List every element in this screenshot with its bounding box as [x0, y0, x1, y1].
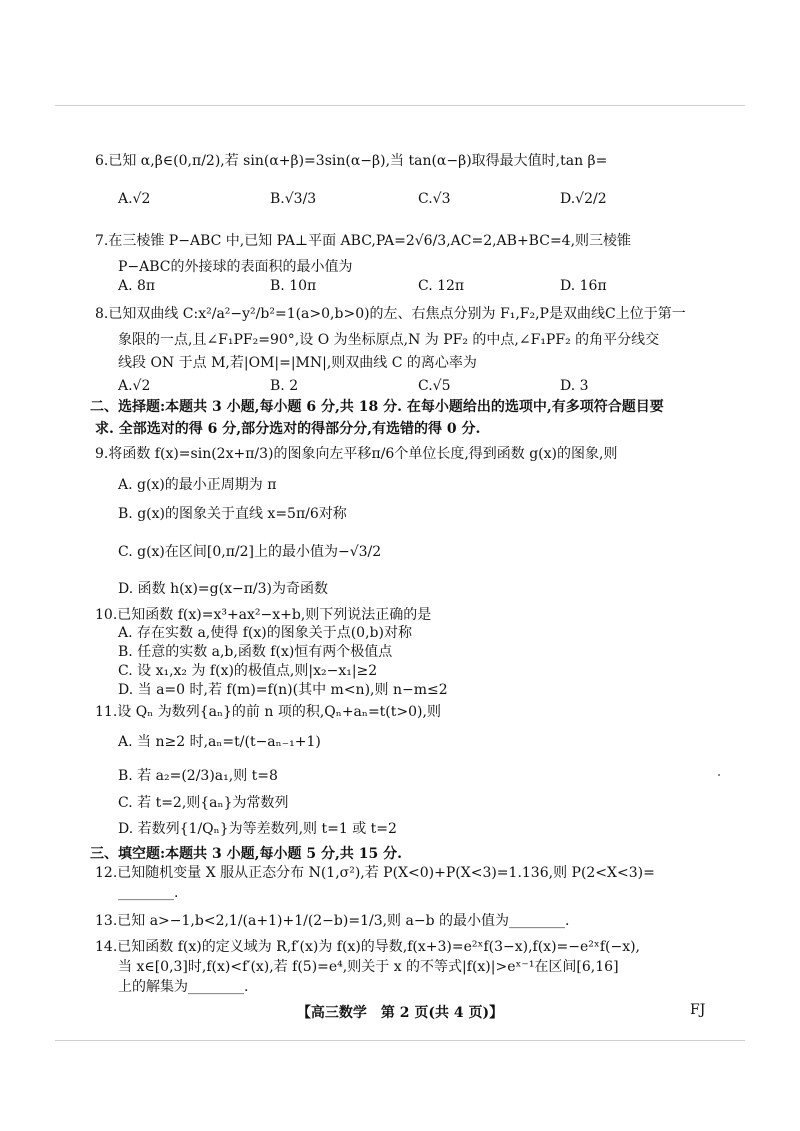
q6-option-c: C.√3: [418, 191, 451, 207]
q9-option-c: C. g(x)在区间[0,π/2]上的最小值为−√3/2: [118, 544, 382, 560]
top-divider: [55, 105, 745, 106]
section2-heading-line1: 二、选择题:本题共 3 小题,每小题 6 分,共 18 分. 在每小题给出的选项中,有多项符合题目要: [90, 399, 664, 415]
q7-stem-2: P−ABC的外接球的表面积的最小值为: [118, 259, 353, 275]
q14-stem-1: 14.已知函数 f(x)的定义域为 R,f′(x)为 f(x)的导数,f(x+3)=e²ˣf(3−x),f(x)=−e²ˣf(−x),: [95, 939, 641, 955]
q9-option-a: A. g(x)的最小正周期为 π: [118, 477, 277, 493]
page-footer: 【高三数学 第 2 页(共 4 页)】: [296, 1005, 504, 1021]
q8-stem-3: 线段 ON 于点 M,若|OM|=|MN|,则双曲线 C 的离心率为: [118, 355, 477, 371]
q11-option-b: B. 若 a₂=(2/3)a₁,则 t=8: [118, 768, 278, 784]
q8-option-c: C.√5: [418, 378, 451, 394]
q13-stem: 13.已知 a>−1,b<2,1/(a+1)+1/(2−b)=1/3,则 a−b 的最小值为________.: [95, 913, 570, 929]
q9-option-b: B. g(x)的图象关于直线 x=5π/6对称: [118, 506, 347, 522]
q11-option-d: D. 若数列{1/Qₙ}为等差数列,则 t=1 或 t=2: [118, 821, 397, 837]
q7-option-d: D. 16π: [560, 278, 607, 294]
exam-code: FJ: [690, 1002, 706, 1018]
q8-stem-1: 8.已知双曲线 C:x²/a²−y²/b²=1(a>0,b>0)的左、右焦点分别为 F₁,F₂,P是双曲线C上位于第一: [95, 306, 686, 322]
q9-stem: 9.将函数 f(x)=sin(2x+π/3)的图象向左平移π/6个单位长度,得到函数 g(x)的图象,则: [95, 446, 618, 462]
q8-option-a: A.√2: [118, 378, 151, 394]
q12-stem-1: 12.已知随机变量 X 服从正态分布 N(1,σ²),若 P(X<0)+P(X<3)=1.136,则 P(2<X<3)=: [95, 865, 655, 881]
q7-option-a: A. 8π: [118, 278, 156, 294]
q10-option-b: B. 任意的实数 a,b,函数 f(x)恒有两个极值点: [118, 644, 393, 660]
bottom-divider: [55, 1040, 745, 1041]
section2-heading-line2: 求. 全部选对的得 6 分,部分选对的得部分分,有选错的得 0 分.: [95, 421, 481, 437]
scan-speck: [718, 774, 720, 776]
q10-option-d: D. 当 a=0 时,若 f(m)=f(n)(其中 m<n),则 n−m≤2: [118, 682, 448, 698]
q11-stem: 11.设 Qₙ 为数列{aₙ}的前 n 项的积,Qₙ+aₙ=t(t>0),则: [95, 704, 441, 720]
q6-stem: 6.已知 α,β∈(0,π/2),若 sin(α+β)=3sin(α−β),当 tan(α−β)取得最大值时,tan β=: [95, 153, 608, 169]
q14-stem-3: 上的解集为________.: [118, 979, 249, 995]
q8-option-d: D. 3: [560, 378, 589, 394]
q12-stem-2: ________.: [118, 885, 179, 901]
q10-option-c: C. 设 x₁,x₂ 为 f(x)的极值点,则|x₂−x₁|≥2: [118, 663, 378, 679]
section3-heading: 三、填空题:本题共 3 小题,每小题 5 分,共 15 分.: [90, 846, 402, 862]
q8-stem-2: 象限的一点,且∠F₁PF₂=90°,设 O 为坐标原点,N 为 PF₂ 的中点,∠F₁PF₂ 的角平分线交: [118, 332, 660, 348]
q11-option-c: C. 若 t=2,则{aₙ}为常数列: [118, 795, 289, 811]
q7-stem-1: 7.在三棱锥 P−ABC 中,已知 PA⊥平面 ABC,PA=2√6/3,AC=2,AB+BC=4,则三棱锥: [95, 233, 632, 249]
q8-option-b: B. 2: [270, 378, 299, 394]
q9-option-d: D. 函数 h(x)=g(x−π/3)为奇函数: [118, 581, 328, 597]
q7-option-b: B. 10π: [270, 278, 317, 294]
q10-stem: 10.已知函数 f(x)=x³+ax²−x+b,则下列说法正确的是: [95, 607, 432, 623]
q11-option-a: A. 当 n≥2 时,aₙ=t/(t−aₙ₋₁+1): [118, 734, 321, 750]
q6-option-b: B.√3/3: [270, 191, 317, 207]
q6-option-d: D.√2/2: [560, 191, 607, 207]
q6-option-a: A.√2: [118, 191, 151, 207]
q14-stem-2: 当 x∈[0,3]时,f(x)<f′(x),若 f(5)=e⁴,则关于 x 的不等式|f(x)|>eˣ⁻¹在区间[6,16]: [118, 959, 619, 975]
q7-option-c: C. 12π: [418, 278, 465, 294]
q10-option-a: A. 存在实数 a,使得 f(x)的图象关于点(0,b)对称: [118, 625, 412, 641]
